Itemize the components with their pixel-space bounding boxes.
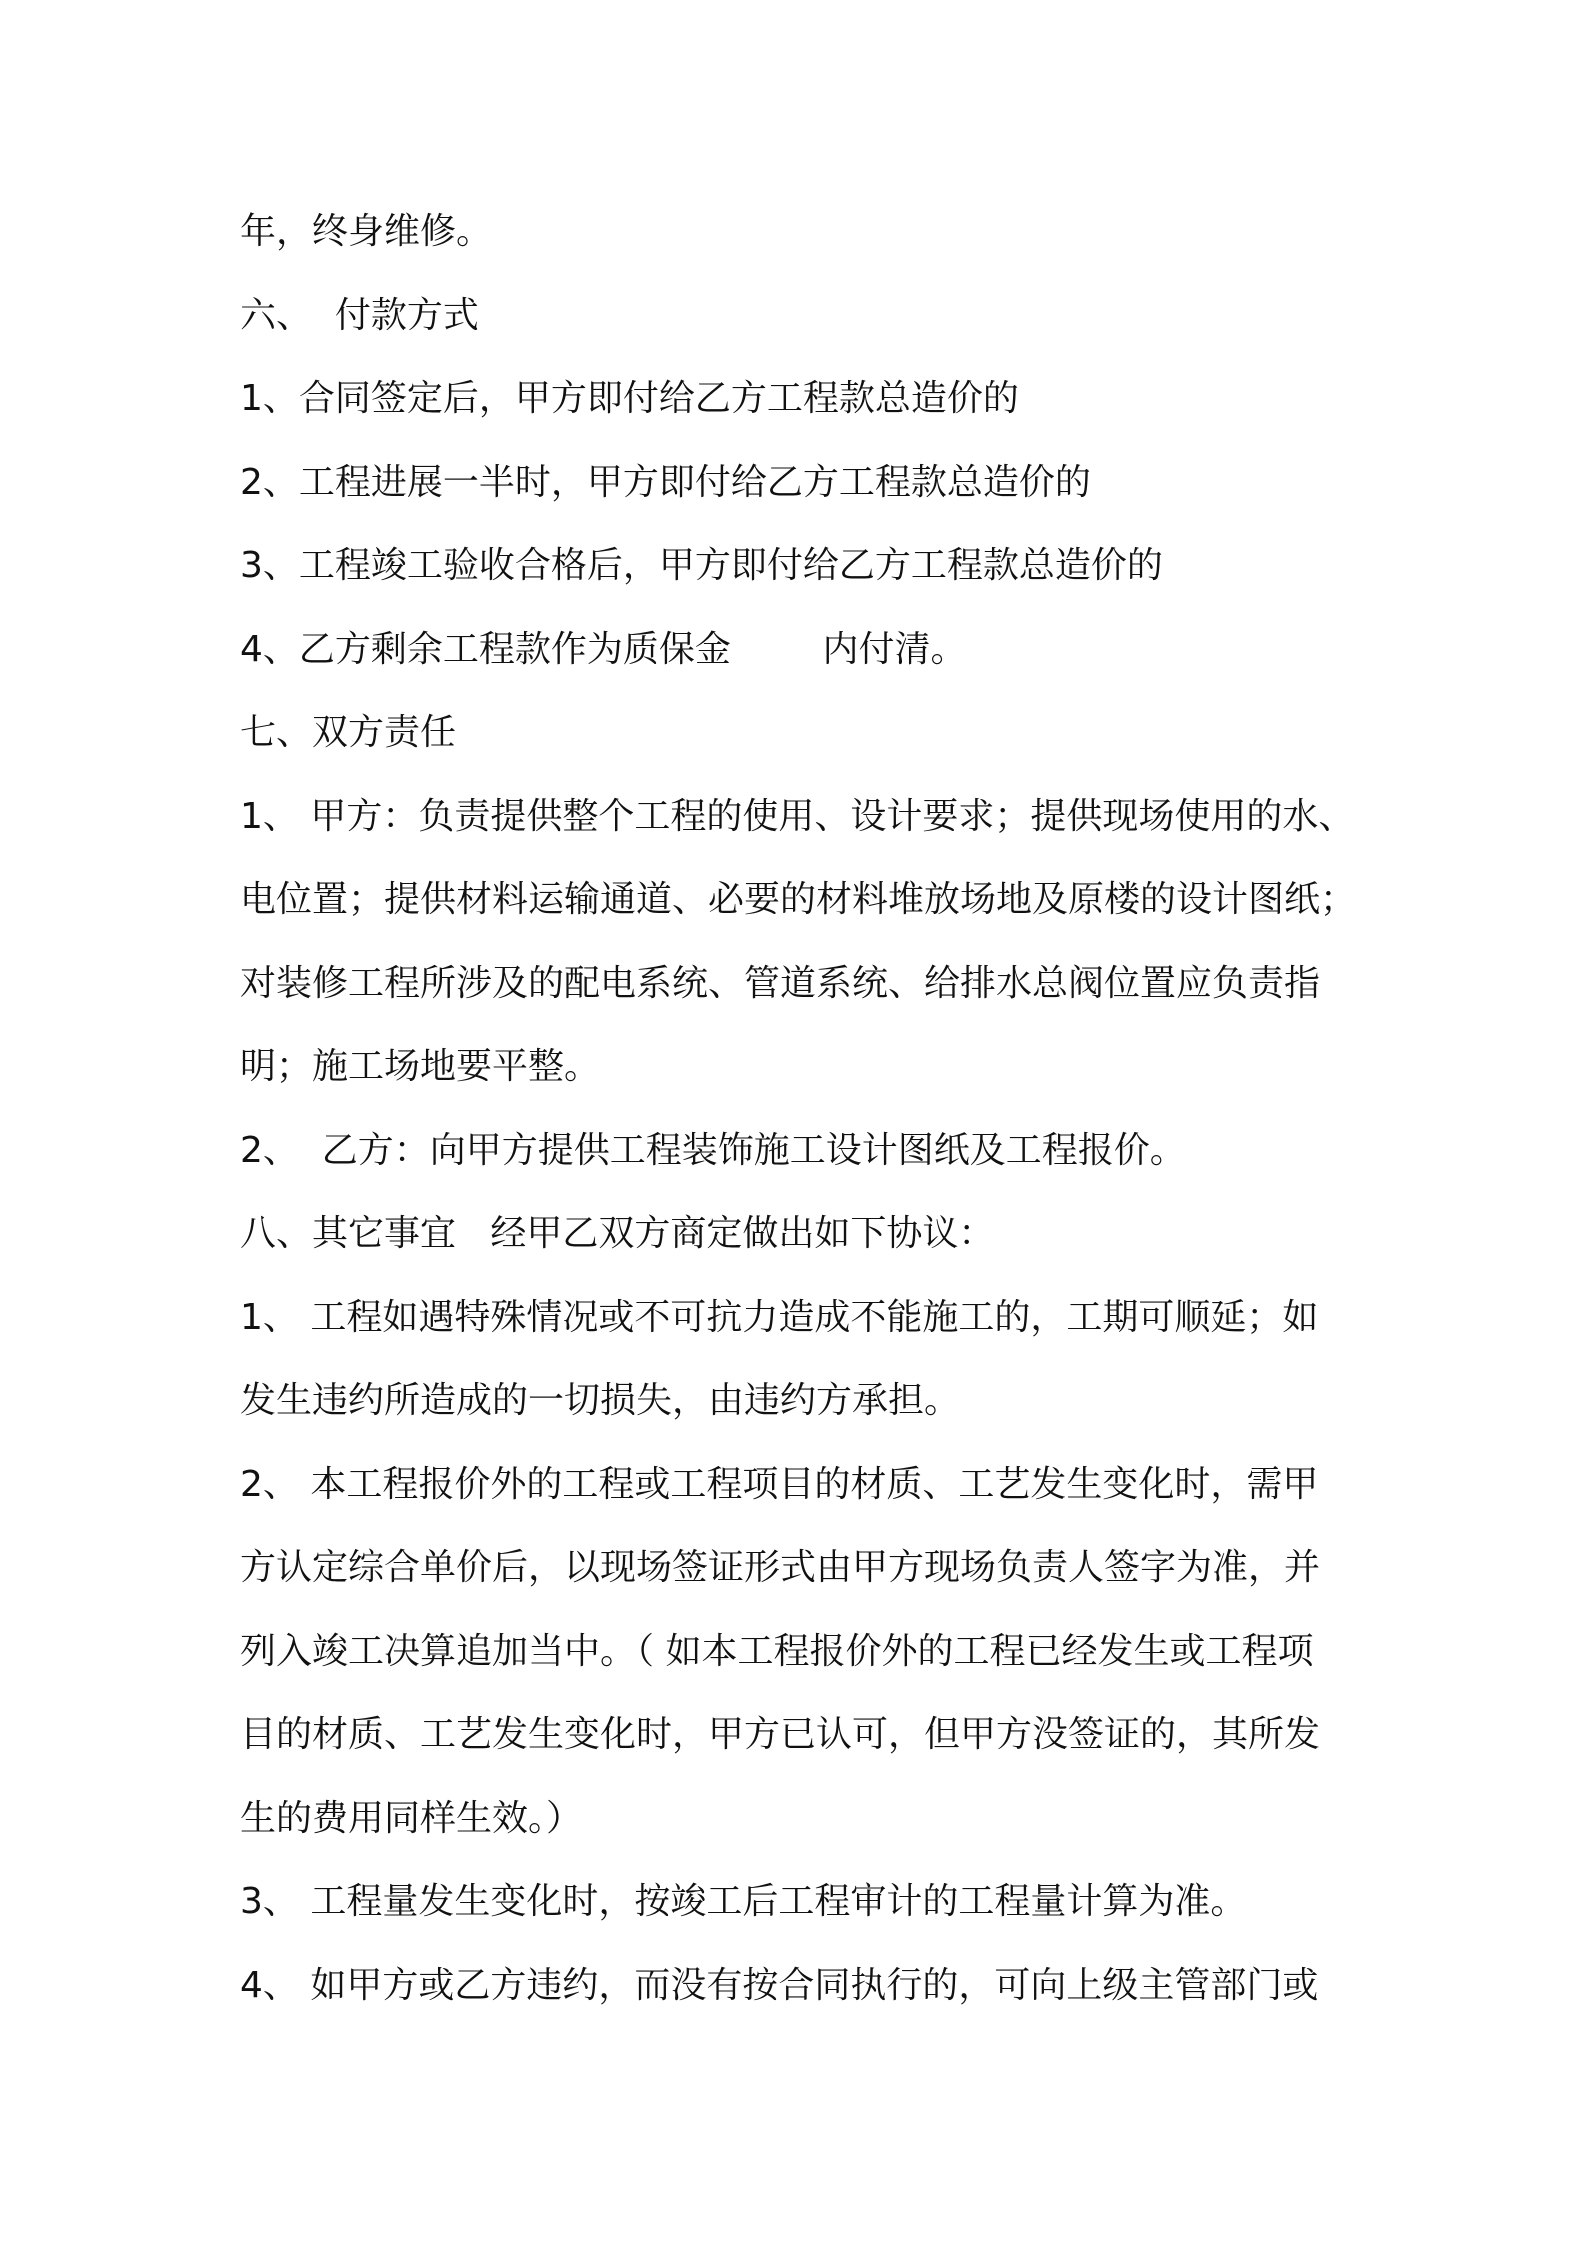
text-line: 年，终身维修。	[240, 211, 493, 252]
contract-text	[240, 190, 1360, 2027]
text-line: 方认定综合单价后，以现场签证形式由甲方现场负责人签字为准，并	[240, 1547, 1321, 1588]
text-line: 列入竣工决算追加当中。（ 如本工程报价外的工程已经发生或工程项	[240, 1630, 1314, 1672]
text-line: 2、工程进展一半时，甲方即付给乙方工程款总造价的	[240, 461, 1091, 503]
text-line: 对装修工程所涉及的配电系统、管道系统、给排水总阀位置应负责指	[240, 962, 1321, 1004]
text-line: 3、工程竣工验收合格后，甲方即付给乙方工程款总造价的	[240, 545, 1163, 586]
section-heading-other-matters: 八、其它事宜 经甲乙双方商定做出如下协议：	[240, 1213, 995, 1254]
text-line: 4、 如甲方或乙方违约，而没有按合同执行的，可向上级主管部门或	[240, 1964, 1319, 2006]
text-line: 目的材质、工艺发生变化时，甲方已认可，但甲方没签证的，其所发	[240, 1714, 1321, 1755]
text-line: 1、 甲方：负责提供整个工程的使用、设计要求；提供现场使用的水、	[240, 795, 1355, 837]
text-line: 4、乙方剩余工程款作为质保金 内付清。	[240, 628, 967, 670]
text-line: 1、 工程如遇特殊情况或不可抗力造成不能施工的，工期可顺延；如	[240, 1296, 1319, 1338]
text-line: 明；施工场地要平整。	[240, 1046, 601, 1087]
text-line: 生的费用同样生效。）	[240, 1797, 583, 1839]
text-line: 1、合同签定后，甲方即付给乙方工程款总造价的	[240, 378, 1019, 419]
section-heading-responsibilities: 七、双方责任	[240, 712, 457, 753]
text-line: 电位置；提供材料运输通道、必要的材料堆放场地及原楼的设计图纸；	[240, 879, 1357, 920]
text-line: 2、 本工程报价外的工程或工程项目的材质、工艺发生变化时，需甲	[240, 1463, 1319, 1505]
text-line: 3、 工程量发生变化时，按竣工后工程审计的工程量计算为准。	[240, 1881, 1247, 1922]
text-line: 发生违约所造成的一切损失，由违约方承担。	[240, 1380, 961, 1421]
text-line: 2、 乙方：向甲方提供工程装饰施工设计图纸及工程报价。	[240, 1129, 1186, 1171]
section-heading-payment: 六、 付款方式	[240, 294, 479, 336]
